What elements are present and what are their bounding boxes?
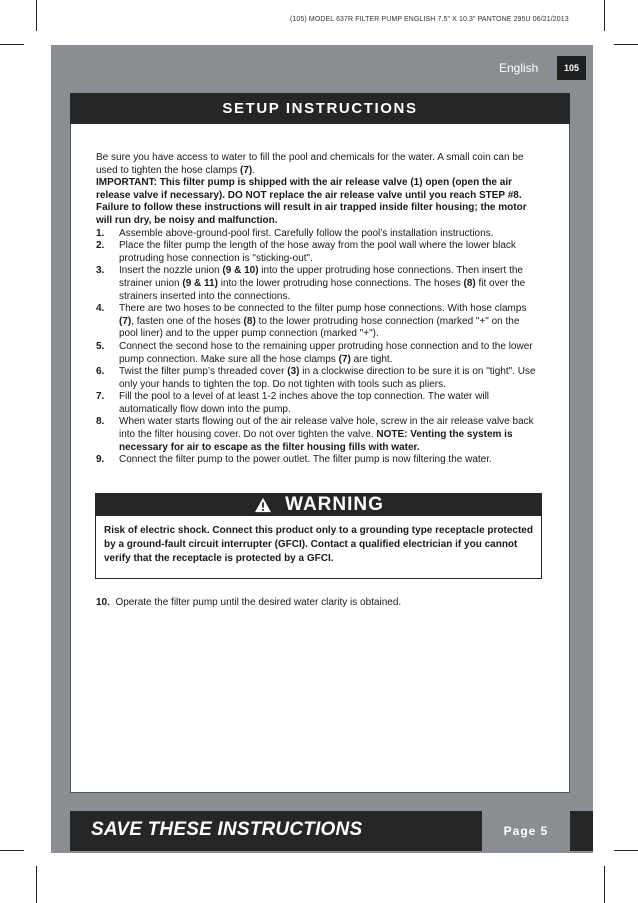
warning-header [95,493,542,516]
warning-text: Risk of electric shock. Connect this product only to a grounding type receptacle protected by a ground-fault circuit interrupter (GFCI). Contact a qualified electrician if you cannot verify that the receptacle is protected by a GFCI. [104,525,533,564]
step-text: Connect the second hose to the remaining upper protruding hose connection and to the lower pump connection. Make sure all the hose clamps [119,340,533,365]
step-number: 5. [96,340,105,352]
crop-mark [36,0,37,31]
crop-mark [0,850,24,851]
step-text: Twist the filter pump’s threaded cover [119,366,288,378]
list-item [96,391,541,416]
step-text: There are two hoses to be connected to the filter pump hose connections. With hose clamps [119,303,527,315]
step-text: Assemble above-ground-pool first. Carefully follow the pool’s installation instructions. [119,227,494,239]
step-ref: (7) [119,315,132,327]
step-number: 9. [96,454,105,466]
important-text: IMPORTANT: This filter pump is shipped with the air release valve (1) open (open the air release valve if necessary). DO NOT replace the air release valve until you reach STEP #8. Failure to follow these instructions will result in air trapped inside filter housing; the motor will run dry, be noisy and malfunction. [96,177,527,226]
step-text: fit over the strainers inserted into the connections. [119,277,526,302]
step-ref: (7) [338,353,351,365]
step-text: Fill the pool to a level of at least 1-2 inches above the top connection. The water will automatically flow down into the pump. [119,391,490,415]
section-title: SETUP INSTRUCTIONS [70,93,570,124]
step-text: Place the filter pump the length of the hose away from the pool wall where the lower black protruding hose connection is "sticking-out". [119,240,516,264]
step-text: Connect the filter pump to the power outlet. The filter pump is now filtering the water. [119,454,492,466]
step-10 [96,597,541,608]
step-number: 8. [96,416,105,428]
step-number: 6. [96,366,105,378]
step-text: When water starts flowing out of the air release valve hole, screw in the air release valve back into the filter housing cover. Do not over tighten the valve. [119,416,534,441]
crop-mark [604,866,605,903]
step-text: in a clockwise direction to be sure it is on "tight". Use only your hands to tighten the top. Do not tighten with tools such as pliers. [119,366,536,390]
list-item [96,303,541,341]
step-text: Insert the nozzle union [119,265,223,277]
intro-ref: (7) [239,164,253,176]
step-text: are tight. [350,353,393,365]
intro-text: Be sure you have access to water to fill the pool and chemicals for the water. A small coin can be used to tighten the hose clamps [96,152,524,176]
list-item [96,240,541,265]
footer-title: SAVE THESE INSTRUCTIONS [91,819,363,840]
crop-mark [614,850,638,851]
crop-mark [614,44,638,45]
step-number: 1. [96,227,105,239]
warning-triangle-icon [253,497,273,513]
step-ref: (3) [287,366,300,378]
steps-list [96,228,541,467]
crop-mark [36,866,37,903]
intro-paragraph [96,152,541,177]
step-note: NOTE: Venting the system is necessary for air to escape as the filter housing fills with water. [119,429,513,453]
step-ref: (9 & 11) [182,277,218,289]
step-number: 2. [96,240,105,252]
footer-page-label: Page 5 [482,811,570,851]
warning-box [95,516,542,579]
step-number: 3. [96,265,105,277]
step-text: to the lower protruding hose connection (marked "+" on the pool liner) and to the upper pump connection (marked "+"). [119,315,520,340]
list-item [96,265,541,303]
list-item [96,454,541,467]
language-label: English [499,61,539,75]
print-header: (105) MODEL 637R FILTER PUMP ENGLISH 7.5" X 10.3" PANTONE 295U 06/21/2013 [290,16,569,23]
instructions-body [96,152,541,467]
step-number: 4. [96,303,105,315]
step-text: into the lower protruding hose connections. The hoses [217,277,464,289]
list-item [96,341,541,366]
warning-title: WARNING [285,493,384,515]
step-text: , fasten one of the hoses [131,315,244,327]
list-item [96,228,541,241]
step-number: 7. [96,391,105,403]
important-paragraph [96,177,541,227]
page-number-badge: 105 [557,56,586,80]
step-number: 10. [96,597,110,608]
footer-bar [70,811,593,851]
step-ref: (9 & 10) [222,265,259,277]
list-item [96,416,541,454]
list-item [96,366,541,391]
step-ref: (8) [463,277,476,289]
intro-end: . [252,164,255,176]
step-text: into the upper protruding hose connections. Then insert the strainer union [119,265,523,289]
step-ref: (8) [243,315,256,327]
crop-mark [0,44,24,45]
step-text: Operate the filter pump until the desired water clarity is obtained. [115,597,402,608]
